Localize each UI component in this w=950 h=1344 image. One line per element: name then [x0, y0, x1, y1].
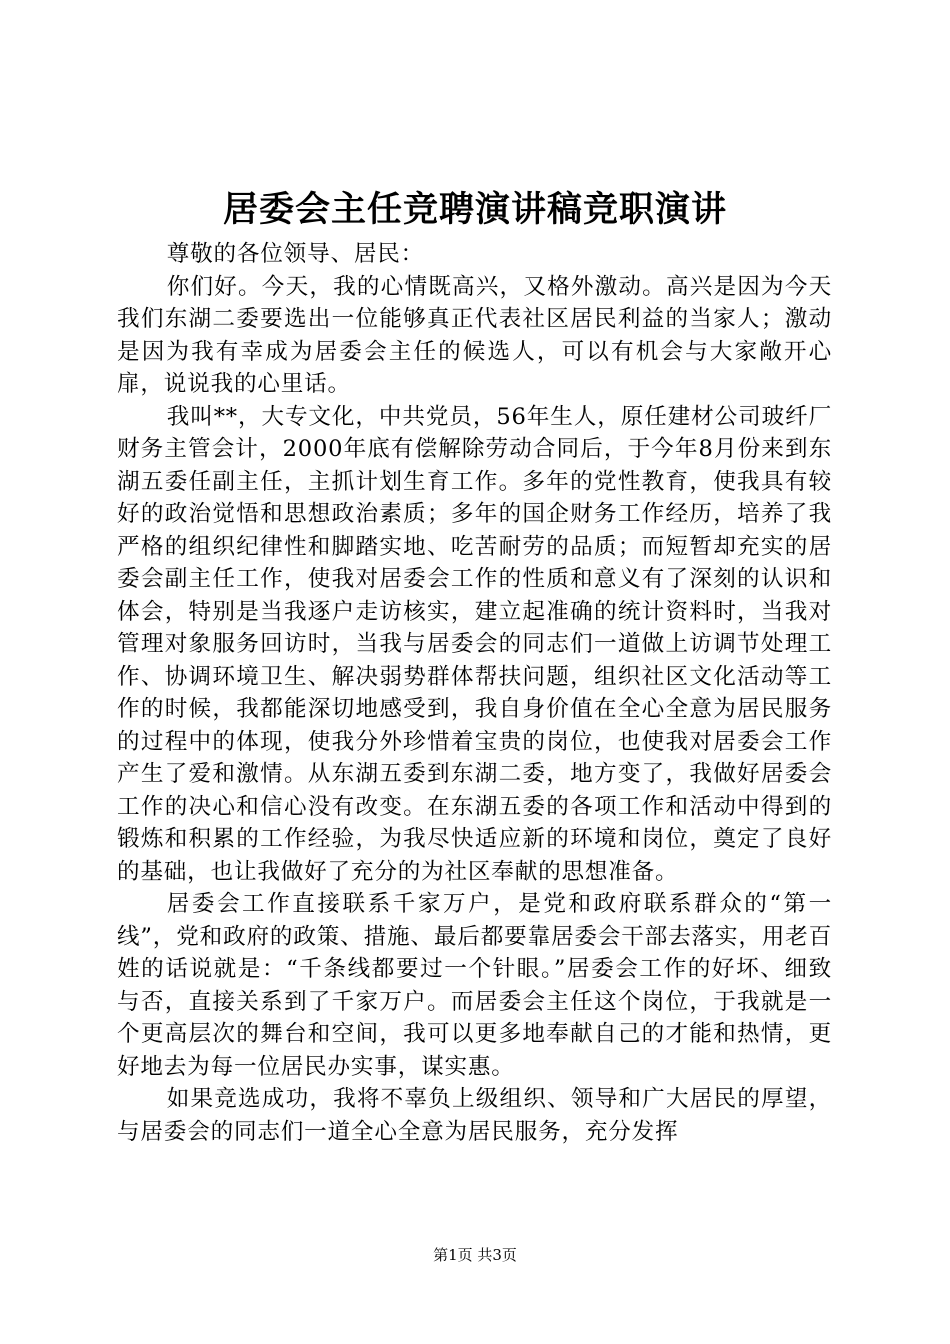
page-footer: 第1页 共3页: [433, 1246, 517, 1264]
document-title: 居委会主任竞聘演讲稿竞职演讲: [222, 189, 727, 230]
paragraph-self-introduction: 我叫**，大专文化，中共党员，56年生人，原任建材公司玻纤厂财务主管会计，2000年底有偿解除劳动合同后，于今年8月份来到东湖五委任副主任，主抓计划生育工作。多年的党性教育，使我具有较好的政治觉悟和思想政治素质；多年的国企财务工作经历，培养了我严格的组织纪律性和脚踏实地、吃苦耐劳的品质；而短暂却充实的居委会副主任工作，使我对居委会工作的性质和意义有了深刻的认识和体会，特别是当我逐户走访核实，建立起准确的统计资料时，当我对管理对象服务回访时，当我与居委会的同志们一道做上访调节处理工作、协调环境卫生、解决弱势群体帮扶问题，组织社区文化活动等工作的时候，我都能深切地感受到，我自身价值在全心全意为居民服务的过程中的体现，使我分外珍惜着宝贵的岗位，也使我对居委会工作产生了爱和激情。从东湖五委到东湖二委，地方变了，我做好居委会工作的决心和信心没有改变。在东湖五委的各项工作和活动中得到的锻炼和积累的工作经验，为我尽快适应新的环境和岗位，奠定了良好的基础，也让我做好了充分的为社区奉献的思想准备。: [117, 403, 832, 885]
paragraph-salutation: 尊敬的各位领导、居民：: [166, 241, 425, 267]
paragraph-role-significance: 居委会工作直接联系千家万户，是党和政府联系群众的“第一线”，党和政府的政策、措施、最后都要靠居委会干部去落实，用老百姓的话说就是：“千条线都要过一个针眼。”居委会工作的好坏、细致与否，直接关系到了千家万户。而居委会主任这个岗位，于我就是一个更高层次的舞台和空间，我可以更多地奉献自己的才能和热情，更好地去为每一位居民办实事，谋实惠。: [117, 891, 832, 1080]
paragraph-commitment: 如果竞选成功，我将不辜负上级组织、领导和广大居民的厚望，与居委会的同志们一道全心全意为居民服务，充分发挥: [117, 1086, 832, 1145]
document-body: [117, 238, 832, 1148]
paragraph-greeting: 你们好。今天，我的心情既高兴，又格外激动。高兴是因为今天我们东湖二委要选出一位能够真正代表社区居民利益的当家人；激动是因为我有幸成为居委会主任的候选人，可以有机会与大家敞开心扉，说说我的心里话。: [117, 273, 832, 397]
